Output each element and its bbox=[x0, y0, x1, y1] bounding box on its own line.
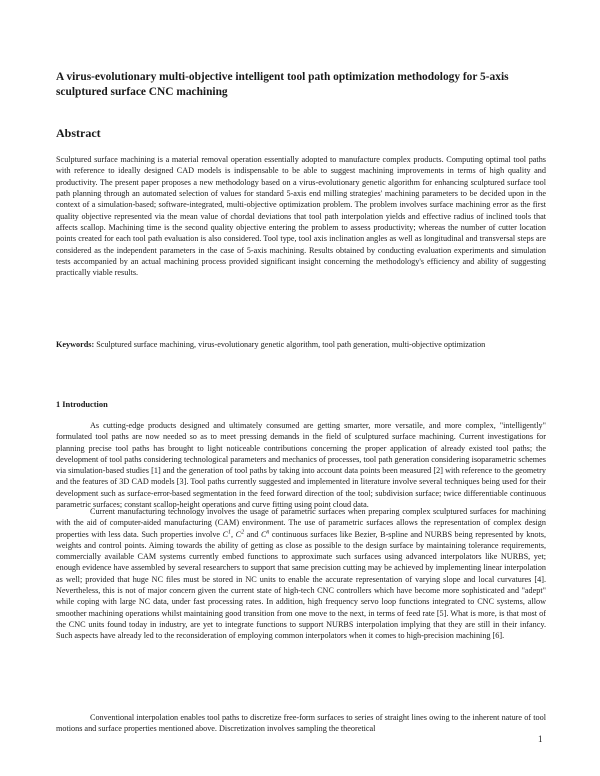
paper-title: A virus-evolutionary multi-objective intelligent tool path optimization methodology for 5-axis sculptured surface CNC machining bbox=[56, 71, 509, 98]
intro-paragraph-3: Conventional interpolation enables tool paths to discretize free-form surfaces to series of straight lines owing to the inherent nature of tool motions and surface properties mentioned above. Discretization involves sampling the theoretical bbox=[56, 713, 546, 734]
intro-paragraph-2-part-a: Current manufacturing technology involves the usage of parametric surfaces when preparing complex sculptured surfaces for machining with the aid of computer-aided manufacturing (CAM) environment. The use of parametric surfaces allows the representation of complex design properties with less data. Such properties involve bbox=[56, 507, 546, 539]
intro-paragraph-2: Current manufacturing technology involves the usage of parametric surfaces when preparing complex sculptured surfaces for machining with the aid of computer-aided manufacturing (CAM) environment. The use of parametric surfaces allows the representation of complex design properties with less data. Such properties involve $C^1$, $C^2$ and $C^n$ continuous surfaces like Bezier, B-spline and NURBS being represented by knots, weights and control points. Aiming towards the ability of getting as close as possible to the design surface by maintaining tolerance requirements, commercially available CAM systems currently embed functions to approximate such surfaces using advanced interpolators like NURBS, yet; enough evidence have assembled by several researchers to support that same precision cutting may be achieved by implementing linear interpolation as well; provided that huge NC files must be stored in NC units to enable the accurate representation of varying slope and local curvatures [4]. Nevertheless, this is not of major concern given the current state of high-tech CNC controllers which have become more sophisticated and "adept" while coping with large NC data, under fast processing rates. In addition, high frequency servo loop functions integrated to CNC systems, allow smoother machining operations whilst maintaining good transition from one move to the next, in terms of feed rate [5]. What is more, is that most of the CNC units found today in industry, are yet to integrate functions to support NURBS interpolation implying that they are still in their infancy. Such aspects have already led to the reconsideration of employing common interpolators when it comes to high-precision machining [6]. bbox=[56, 507, 546, 641]
keywords-label: Keywords: bbox=[56, 340, 95, 349]
keywords bbox=[56, 339, 546, 350]
c1-symbol: $C^1$ bbox=[222, 528, 232, 539]
intro-paragraph-2-part-b: continuous surfaces like Bezier, B-spline and NURBS being represented by knots, weights and control points. Aiming towards the ability of getting as close as possible to the design surface by maintaining tolerance requirements, commercially available CAM systems currently embed functions to approximate such surfaces using advanced interpolators like NURBS, yet; enough evidence have assembled by several researchers to support that same precision cutting may be achieved by implementing linear interpolation as well; provided that huge NC files must be stored in NC units to enable the accurate representation of varying slope and local curvatures [4]. Nevertheless, this is not of major concern given the current state of high-tech CNC controllers which have become more sophisticated and "adept" while coping with large NC data, under fast processing rates. In addition, high frequency servo loop functions integrated to CNC systems, allow smoother machining operations whilst maintaining good transition from one move to the next, in terms of feed rate [5]. What is more, is that most of the CNC units found today in industry, are yet to integrate functions to support NURBS interpolation implying that they are still in their infancy. Such aspects have already led to the reconsideration of employing common interpolators when it comes to high-precision machining [6]. bbox=[56, 529, 546, 641]
abstract-text: Sculptured surface machining is a material removal operation essentially adopted to manufacture complex products. Computing optimal tool paths with reference to ideally designed CAD models is indispensable to be able to suggest machining improvements in terms of high quality and productivity. The present paper proposes a new methodology based on a virus-evolutionary genetic algorithm for enhancing sculptured surface tool path planning through an automated selection of values for standard 5-axis end milling strategies' machining parameters to be decided upon in the context of a simulation-based; software-integrated, multi-objective optimization problem. The problem involves surface machining error as the first quality objective represented via the mean value of chordal deviations that tool path interpolation yields and effective radius of inclined tools that affects scallop. Machining time is the second quality objective entering the problem to assess productivity; whereas the number of cutter location points created for each tool path evaluation is also considered. Tool type, tool axis inclination angles as well as longitudinal and transversal steps are considered as the independent parameters in the case of 5-axis machining. Results obtained by conducting evaluation experiments and simulation tests accompanied by an actual machining process provided significant insight concerning the methodology's efficiency and ability of suggesting practically viable results. bbox=[56, 155, 546, 278]
c2-symbol: $C^2$ bbox=[235, 528, 245, 539]
keywords-list: Sculptured surface machining, virus-evolutionary genetic algorithm, tool path generation, multi-objective optimization bbox=[96, 340, 486, 349]
cn-symbol: $C^n$ bbox=[260, 528, 270, 539]
intro-paragraph-1: As cutting-edge products designed and ultimately consumed are getting smarter, more versatile, and more complex, "intelligently" formulated tool paths are now needed so as to meet pressing demands in the field of sculptured surface machining. Current investigations for planning precise tool paths has brought to light noticeable contributions concerning the proper application of already existed tool paths; the development of tool paths considering technological parameters and mechanics of processes, tool path generation considering isoparametric schemes via simulation-based studies [1] and the generation of tool paths by taking into account data points been measured [2] with reference to the geometry and the features of 3D CAD models [3]. Tool paths currently suggested and implemented in literature involve several techniques being used for their development such as surface-error-based segmentation in the feed forward direction of the tool; subdivision surface; twice differentiable continuous parametric surfaces; constant scallop-height operations and curve fitting using point cloud data. bbox=[56, 421, 546, 510]
abstract-heading: Abstract bbox=[56, 126, 101, 140]
section-heading-introduction: 1 Introduction bbox=[56, 400, 108, 409]
page-number: 1 bbox=[538, 734, 543, 744]
